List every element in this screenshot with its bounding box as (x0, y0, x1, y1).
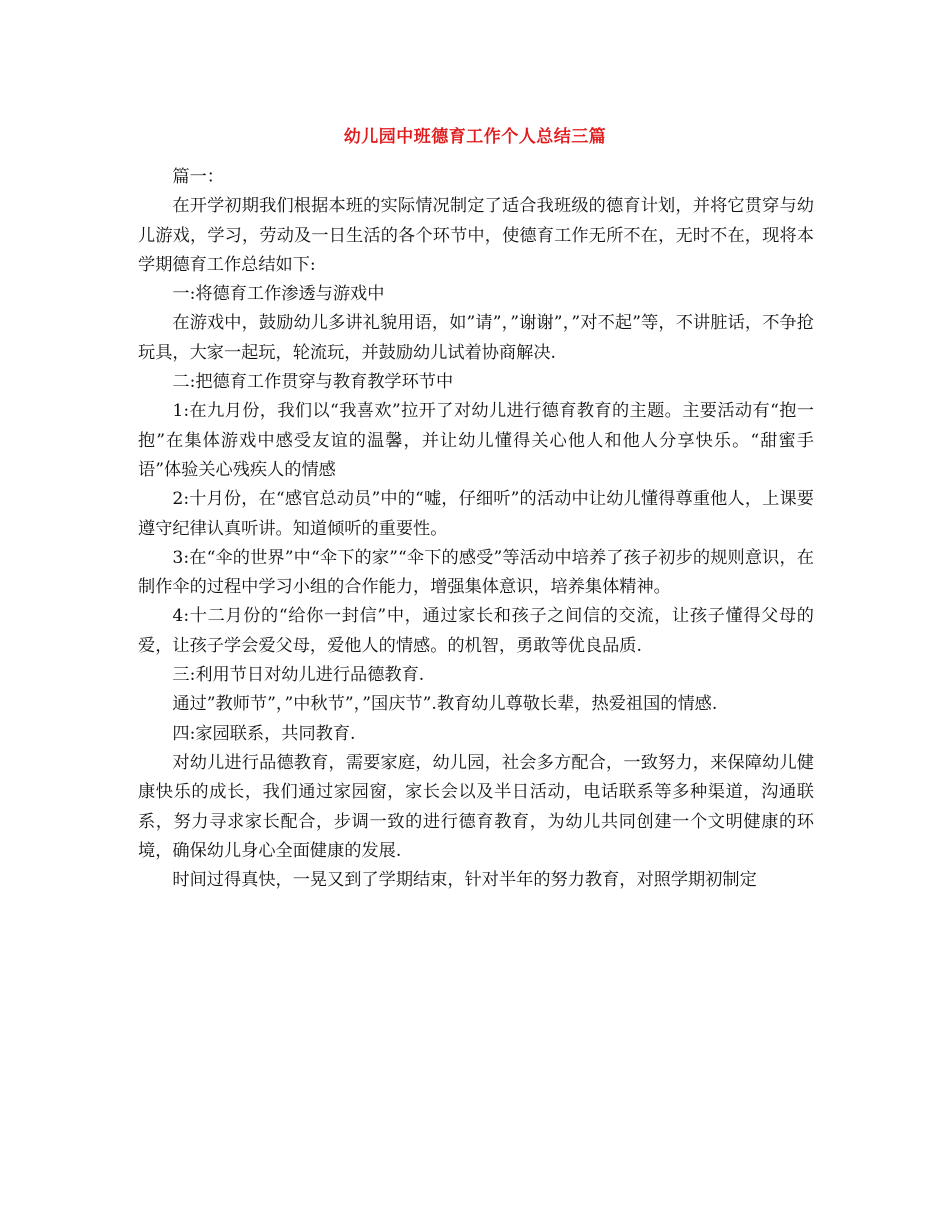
paragraph: 4:十二月份的“给你一封信”中，通过家长和孩子之间信的交流，让孩子懂得父母的爱，让孩子学会爱父母，爱他人的情感。的机智，勇敢等优良品质. (138, 606, 814, 656)
section-heading: 二:把德育工作贯穿与教育教学环节中 (172, 372, 454, 393)
paragraph: 1:在九月份，我们以“我喜欢”拉开了对幼儿进行德育教育的主题。主要活动有“抱一抱”在集体游戏中感受友谊的温馨，并让幼儿懂得关心他人和他人分享快乐。“甜蜜手语”体验关心残疾人的情感 (138, 401, 814, 480)
paragraph: 在游戏中，鼓励幼儿多讲礼貌用语，如”请”，”谢谢”，”对不起”等，不讲脏话，不争抢玩具，大家一起玩，轮流玩，并鼓励幼儿试着协商解决. (138, 313, 814, 363)
paragraph: 2:十月份，在“感官总动员”中的“嘘，仔细听”的活动中让幼儿懂得尊重他人，上课要遵守纪律认真听讲。知道倾听的重要性。 (138, 489, 814, 539)
section-heading: 三:利用节日对幼儿进行品德教育. (172, 665, 425, 686)
paragraph: 通过”教师节”，”中秋节”，”国庆节”.教育幼儿尊敬长辈，热爱祖国的情感. (172, 694, 718, 715)
document-title: 幼儿园中班德育工作个人总结三篇 (343, 127, 607, 147)
document-body (138, 163, 814, 895)
paragraph: 3:在“伞的世界”中“伞下的家”“伞下的感受”等活动中培养了孩子初步的规则意识，在制作伞的过程中学习小组的合作能力，增强集体意识，培养集体精神。 (138, 547, 814, 598)
paragraph: 篇一： (172, 167, 224, 187)
paragraph: 时间过得真快，一晃又到了学期结束，针对半年的努力教育，对照学期初制定 (172, 870, 757, 891)
paragraph: 在开学初期我们根据本班的实际情况制定了适合我班级的德育计划，并将它贯穿与幼儿游戏，学习，劳动及一日生活的各个环节中，使德育工作无所不在，无时不在，现将本学期德育工作总结如下: (138, 196, 814, 275)
section-heading: 一:将德育工作渗透与游戏中 (172, 284, 385, 305)
section-heading: 四:家园联系，共同教育. (172, 723, 356, 744)
paragraph: 对幼儿进行品德教育，需要家庭，幼儿园，社会多方配合，一致努力，来保障幼儿健康快乐的成长，我们通过家园窗，家长会以及半日活动，电话联系等多种渠道，沟通联系，努力寻求家长配合，步调一致的进行德育教育，为幼儿共同创建一个文明健康的环境，确保幼儿身心全面健康的发展. (138, 752, 814, 861)
